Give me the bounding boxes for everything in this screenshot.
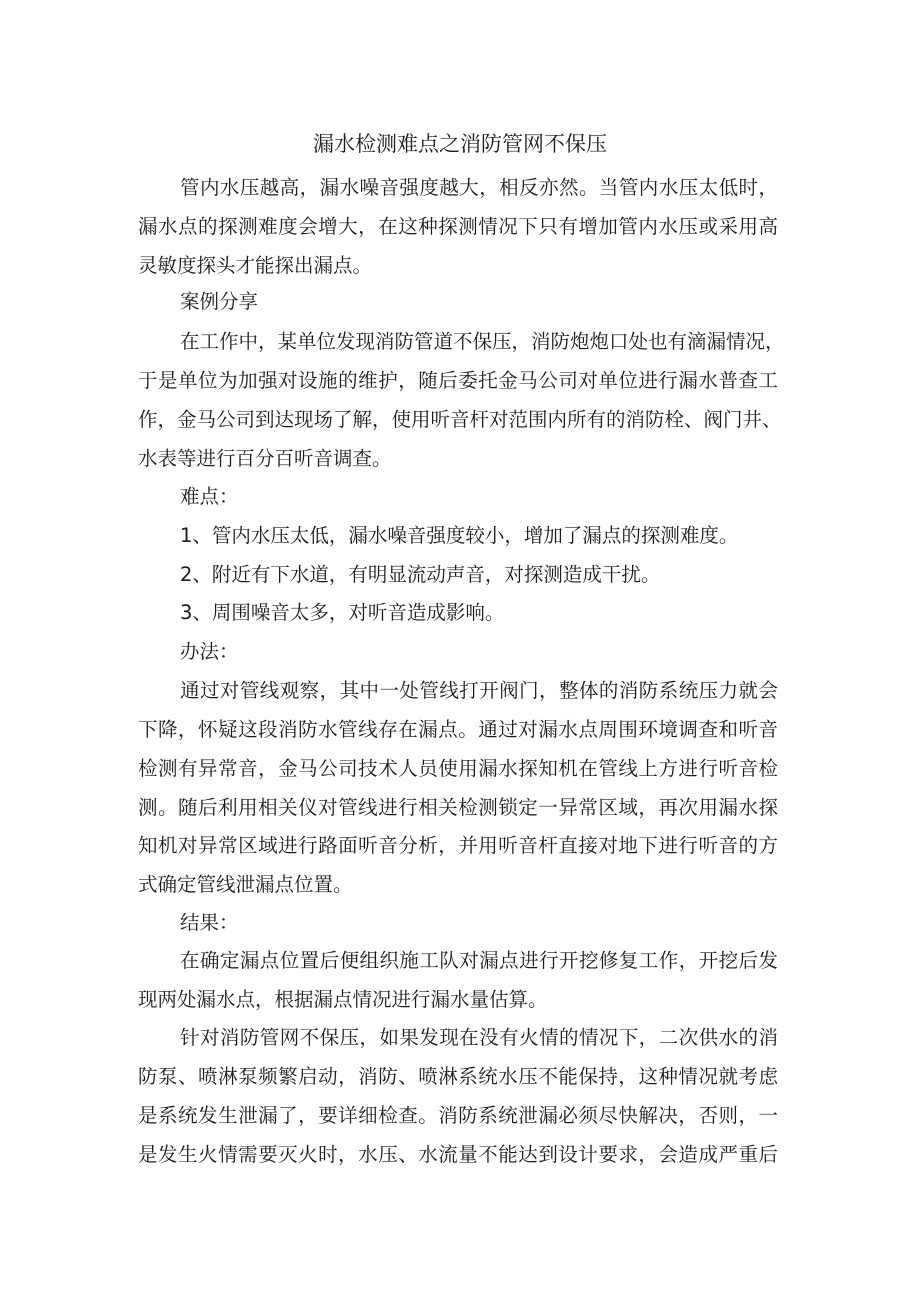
paragraph-line: 通过对管线观察，其中一处管线打开阀门，整体的消防系统压力就会 <box>180 679 778 702</box>
paragraph-line: 漏水点的探测难度会增大，在这种探测情况下只有增加管内水压或采用高 <box>138 215 778 238</box>
paragraph-line: 防泵、喷淋泵频繁启动，消防、喷淋系统水压不能保持，这种情况就考虑 <box>138 1065 778 1088</box>
section-heading: 结果： <box>180 911 239 934</box>
list-item: 1、管内水压太低，漏水噪音强度较小，增加了漏点的探测难度。 <box>180 524 739 547</box>
paragraph-line: 针对消防管网不保压，如果发现在没有火情的情况下，二次供水的消 <box>180 1026 778 1049</box>
paragraph-line: 现两处漏水点，根据漏点情况进行漏水量估算。 <box>138 988 548 1011</box>
section-heading: 办法： <box>180 640 239 663</box>
paragraph-line: 检测有异常音，金马公司技术人员使用漏水探知机在管线上方进行听音检 <box>138 757 778 780</box>
paragraph-line: 作，金马公司到达现场了解，使用听音杆对范围内所有的消防栓、阀门井、 <box>138 408 782 431</box>
list-item: 3、周围噪音太多，对听音造成影响。 <box>180 601 505 624</box>
paragraph-line: 在工作中，某单位发现消防管道不保压，消防炮炮口处也有滴漏情况， <box>180 330 785 353</box>
paragraph-line: 下降，怀疑这段消防水管线存在漏点。通过对漏水点周围环境调查和听音 <box>138 718 778 741</box>
paragraph-line: 在确定漏点位置后便组织施工队对漏点进行开挖修复工作，开挖后发 <box>180 949 778 972</box>
list-item: 2、附近有下水道，有明显流动声音，对探测造成干扰。 <box>180 563 661 586</box>
paragraph-line: 是系统发生泄漏了，要详细检查。消防系统泄漏必须尽快解决，否则，一 <box>138 1104 778 1127</box>
paragraph-line: 水表等进行百分百听音调查。 <box>138 447 392 470</box>
paragraph-line: 式确定管线泄漏点位置。 <box>138 873 353 896</box>
section-heading: 难点： <box>180 485 239 508</box>
document-title: 漏水检测难点之消防管网不保压 <box>313 132 607 156</box>
paragraph-line: 灵敏度探头才能探出漏点。 <box>138 254 373 277</box>
paragraph-line: 管内水压越高，漏水噪音强度越大，相反亦然。当管内水压太低时， <box>180 176 778 199</box>
paragraph-line: 是发生火情需要灭火时，水压、水流量不能达到设计要求，会造成严重后 <box>138 1143 778 1166</box>
section-heading: 案例分享 <box>180 290 259 313</box>
paragraph-line: 测。随后利用相关仪对管线进行相关检测锁定一异常区域，再次用漏水探 <box>138 796 778 819</box>
paragraph-line: 于是单位为加强对设施的维护，随后委托金马公司对单位进行漏水普查工 <box>138 369 778 392</box>
paragraph-line: 知机对异常区域进行路面听音分析，并用听音杆直接对地下进行听音的方 <box>138 834 778 857</box>
